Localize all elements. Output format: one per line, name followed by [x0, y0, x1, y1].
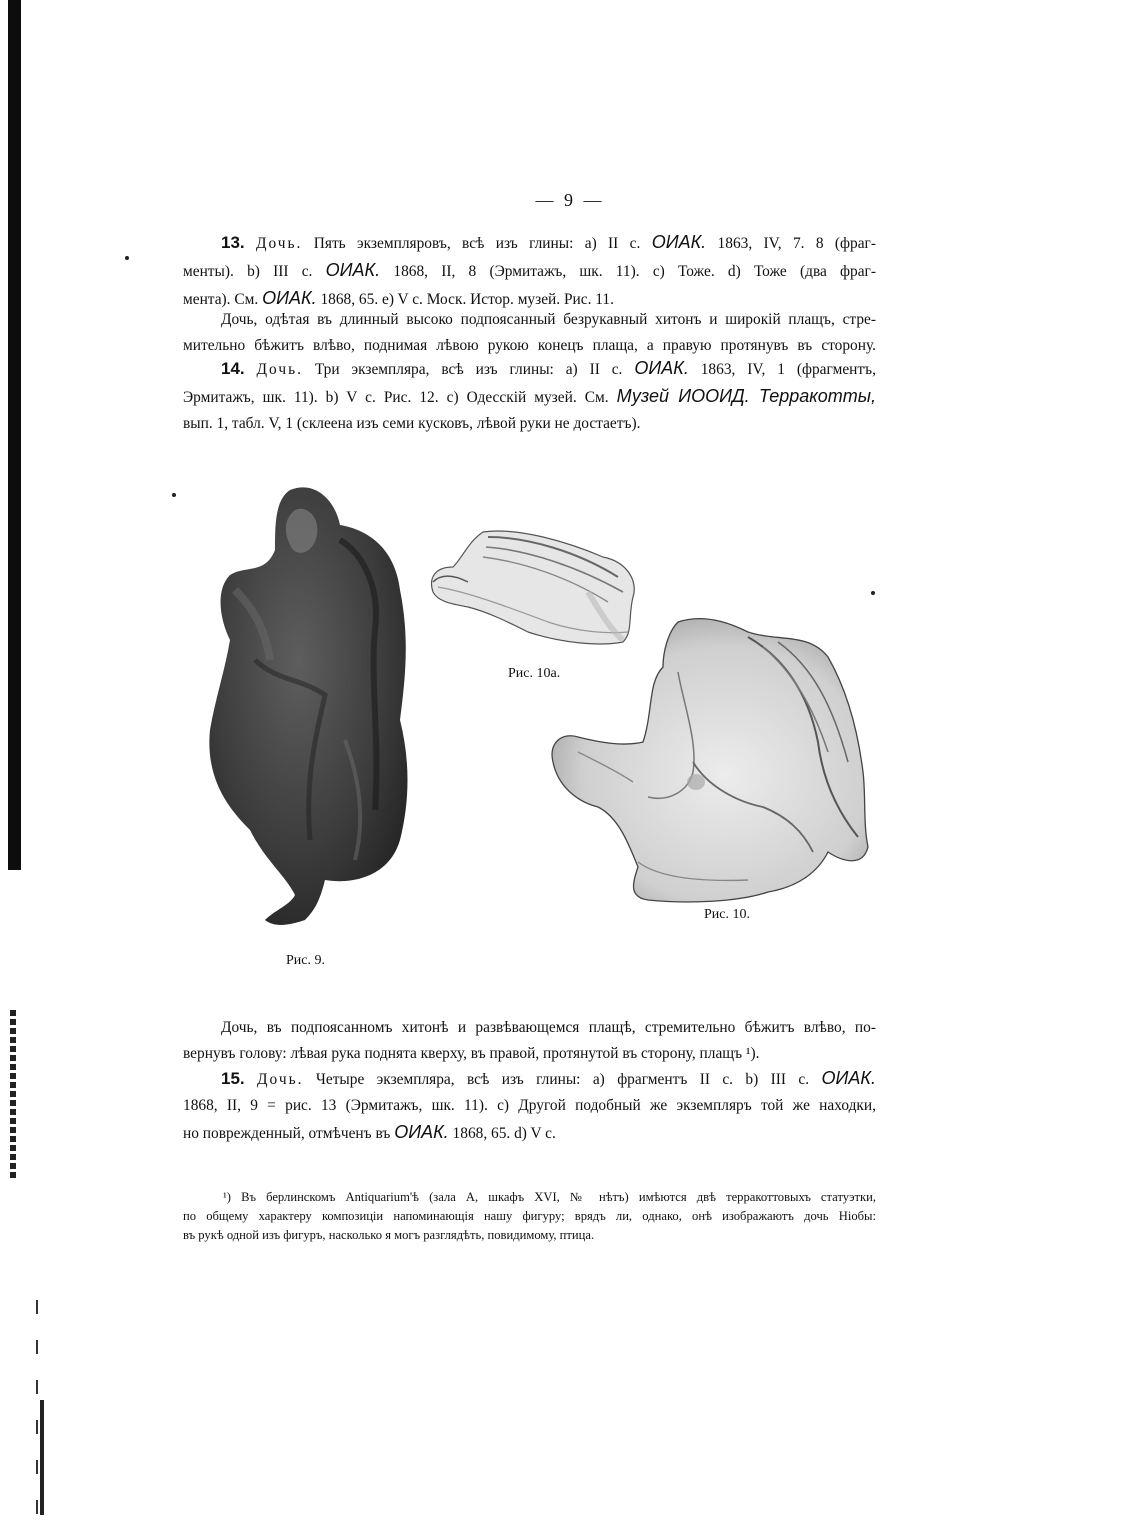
entry-number: 14. — [221, 359, 245, 378]
paragraph-line: 1868, II, 9 = рис. 13 (Эрмитажъ, шк. 11). c) Другой подобный же экземпляръ той же находки, — [183, 1097, 876, 1114]
footnote-line: по общему характеру композиціи напоминающія нашу фигуру; врядъ ли, однако, онѣ изображаютъ дочь Ніобы: — [183, 1209, 876, 1223]
paragraph-line: мительно бѣжитъ влѣво, поднимая лѣвою рукою конецъ плаща, а правую протянувъ въ сторону. — [183, 337, 876, 354]
paragraph-15 — [183, 1065, 876, 1147]
paragraph-13 — [183, 229, 876, 313]
reference-title: Музей ИООИД. Терракотты, — [616, 386, 877, 406]
scan-edge-marks — [10, 1010, 16, 1180]
text-span: но поврежденный, отмѣченъ въ — [183, 1125, 391, 1142]
scan-edge-marks-lower — [36, 1300, 38, 1520]
scan-edge-shadow — [8, 0, 21, 870]
abbrev-oiak: ОИАК. — [651, 232, 707, 252]
paragraph-line — [183, 229, 876, 257]
figure-9-image — [195, 480, 420, 940]
paragraph-line: вып. 1, табл. V, 1 (склеена изъ семи кусковъ, лѣвой руки не достаетъ). — [183, 415, 641, 432]
figure-10a-caption: Рис. 10а. — [508, 666, 561, 681]
scan-speck — [125, 256, 129, 260]
abbrev-oiak: ОИАК. — [262, 288, 317, 308]
entry-heading: Дочь. — [257, 1071, 304, 1088]
text-span: 1868, 65. d) V с. — [452, 1125, 556, 1142]
description-15-intro — [183, 1015, 876, 1067]
figure-9-caption: Рис. 9. — [286, 953, 325, 968]
page-number: — 9 — — [535, 190, 605, 210]
entry-number: 13. — [221, 233, 245, 252]
paragraph-line: Дочь, одѣтая въ длинный высоко подпоясанный безрукавный хитонъ и широкій плащъ, стре- — [221, 311, 876, 328]
abbrev-oiak: ОИАК. — [821, 1068, 876, 1088]
description-13 — [183, 307, 876, 359]
text-span: 1863, IV, 7. 8 (фраг- — [717, 235, 876, 252]
text-span: 1868, 65. e) V с. Моск. Истор. музей. Рис. 11. — [320, 291, 614, 308]
entry-heading: Дочь. — [256, 361, 303, 378]
paragraph-14 — [183, 355, 876, 437]
footnote — [183, 1188, 876, 1245]
entry-number: 15. — [221, 1069, 245, 1088]
figure-10-caption: Рис. 10. — [704, 907, 750, 922]
figure-10-image — [548, 612, 873, 907]
scan-speck — [172, 493, 176, 497]
text-span: Пять экземпляровъ, всѣ изъ глины: a) II с. — [313, 235, 641, 252]
paragraph-line: вернувъ голову: лѣвая рука поднята кверху, въ правой, протянутой въ сторону, плащъ ¹). — [183, 1045, 760, 1062]
text-span: Три экземпляра, всѣ изъ глины: a) II с. — [314, 361, 623, 378]
footnote-line: въ рукѣ одной изъ фигуръ, насколько я могъ разглядѣть, повидимому, птица. — [183, 1228, 595, 1242]
text-span: менты). b) III с. — [183, 263, 313, 280]
paragraph-line — [183, 1065, 876, 1093]
text-span: 1863, IV, 1 (фрагментъ, — [700, 361, 876, 378]
scan-speck — [871, 591, 875, 595]
footnote-line: ¹) Въ берлинскомъ Antiquarium'ѣ (зала A, шкафъ XVI, № нѣтъ) имѣются двѣ терракоттовыхъ статуэтки, — [223, 1190, 876, 1204]
text-span: 1868, II, 8 (Эрмитажъ, шк. 11). c) Тоже. d) Тоже (два фраг- — [393, 263, 876, 280]
scan-edge-bar — [40, 1400, 44, 1515]
paragraph-line — [183, 1119, 876, 1147]
paragraph-line — [183, 383, 876, 411]
abbrev-oiak: ОИАК. — [394, 1122, 449, 1142]
abbrev-oiak: ОИАК. — [325, 260, 381, 280]
abbrev-oiak: ОИАК. — [634, 358, 689, 378]
paragraph-line: Дочь, въ подпоясанномъ хитонѣ и развѣвающемся плащѣ, стремительно бѣжитъ влѣво, по- — [221, 1019, 876, 1036]
text-span: мента). См. — [183, 291, 259, 308]
paragraph-line — [183, 355, 876, 383]
text-span: Эрмитажъ, шк. 11). b) V с. Рис. 12. c) Одесскій музей. См. — [183, 389, 609, 406]
entry-heading: Дочь. — [256, 235, 303, 252]
paragraph-line — [183, 257, 876, 285]
text-span: Четыре экземпляра, всѣ изъ глины: a) фрагментъ II с. b) III с. — [315, 1071, 810, 1088]
